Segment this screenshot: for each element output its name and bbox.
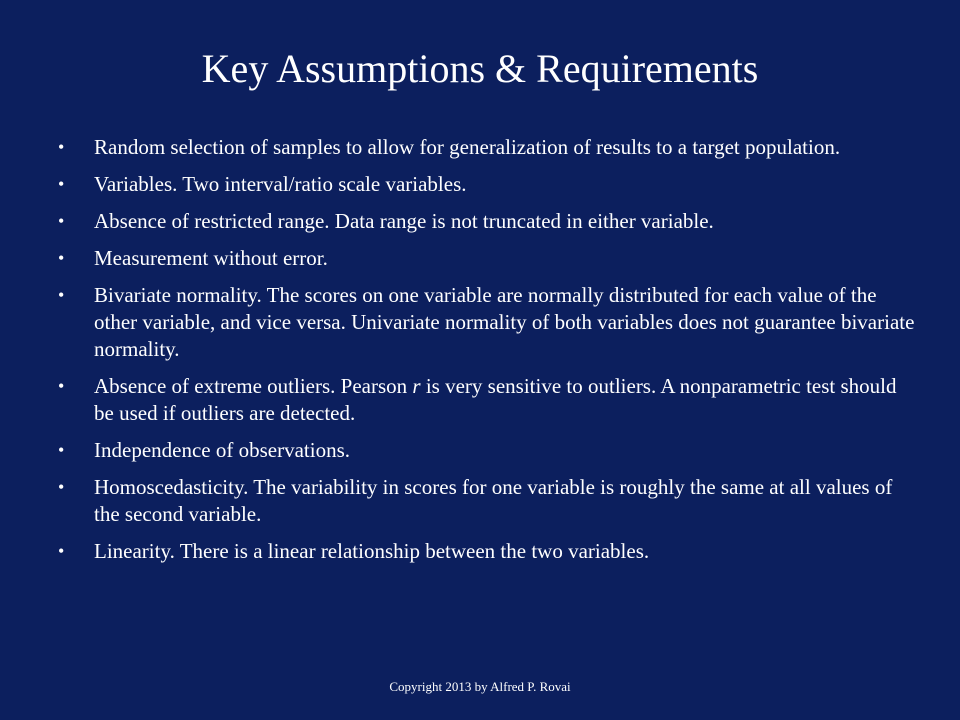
bullet-dot-icon: • — [58, 285, 65, 305]
bullet-dot-icon: • — [58, 440, 65, 460]
bullet-item-bivariate-normality — [56, 282, 916, 363]
bullet-text: Independence of observations. — [94, 438, 350, 462]
bullet-item-independence — [56, 437, 916, 464]
bullet-text: Absence of restricted range. Data range is not truncated in either variable. — [94, 209, 714, 233]
bullet-dot-icon: • — [58, 477, 65, 497]
bullet-text: Linearity. There is a linear relationship between the two variables. — [94, 539, 650, 563]
bullet-item-restricted-range — [56, 208, 916, 235]
slide-title: Key Assumptions & Requirements — [201, 46, 759, 91]
bullet-item-linearity — [56, 538, 916, 565]
bullet-dot-icon: • — [58, 248, 65, 268]
bullet-dot-icon: • — [58, 174, 65, 194]
bullet-text: Variables. Two interval/ratio scale variables. — [94, 172, 467, 196]
bullet-item-random-selection — [56, 134, 916, 161]
bullet-text-post: is very sensitive to outliers. A nonparametric test should be used if outliers are detected. — [94, 374, 897, 425]
bullet-text: Random selection of samples to allow for generalization of results to a target population. — [94, 135, 841, 159]
bullet-item-outliers — [56, 373, 916, 427]
bullet-text — [94, 374, 897, 425]
bullet-dot-icon: • — [58, 541, 65, 561]
bullet-text: Bivariate normality. The scores on one variable are normally distributed for each value of the other variable, and vice versa. Univariate normality of both variables does not guarantee bivariate normality. — [94, 283, 915, 361]
bullet-list — [56, 134, 916, 575]
bullet-item-homoscedasticity — [56, 474, 916, 528]
bullet-item-variables — [56, 171, 916, 198]
bullet-text: Measurement without error. — [94, 246, 328, 270]
bullet-dot-icon: • — [58, 211, 65, 231]
bullet-text: Homoscedasticity. The variability in scores for one variable is roughly the same at all values of the second variable. — [94, 475, 893, 526]
copyright-footer: Copyright 2013 by Alfred P. Rovai — [389, 679, 571, 694]
pearson-r-symbol: r — [412, 374, 421, 398]
bullet-item-measurement — [56, 245, 916, 272]
bullet-text-pre: Absence of extreme outliers. Pearson — [94, 374, 413, 398]
bullet-dot-icon: • — [58, 137, 65, 157]
bullet-dot-icon: • — [58, 376, 65, 396]
